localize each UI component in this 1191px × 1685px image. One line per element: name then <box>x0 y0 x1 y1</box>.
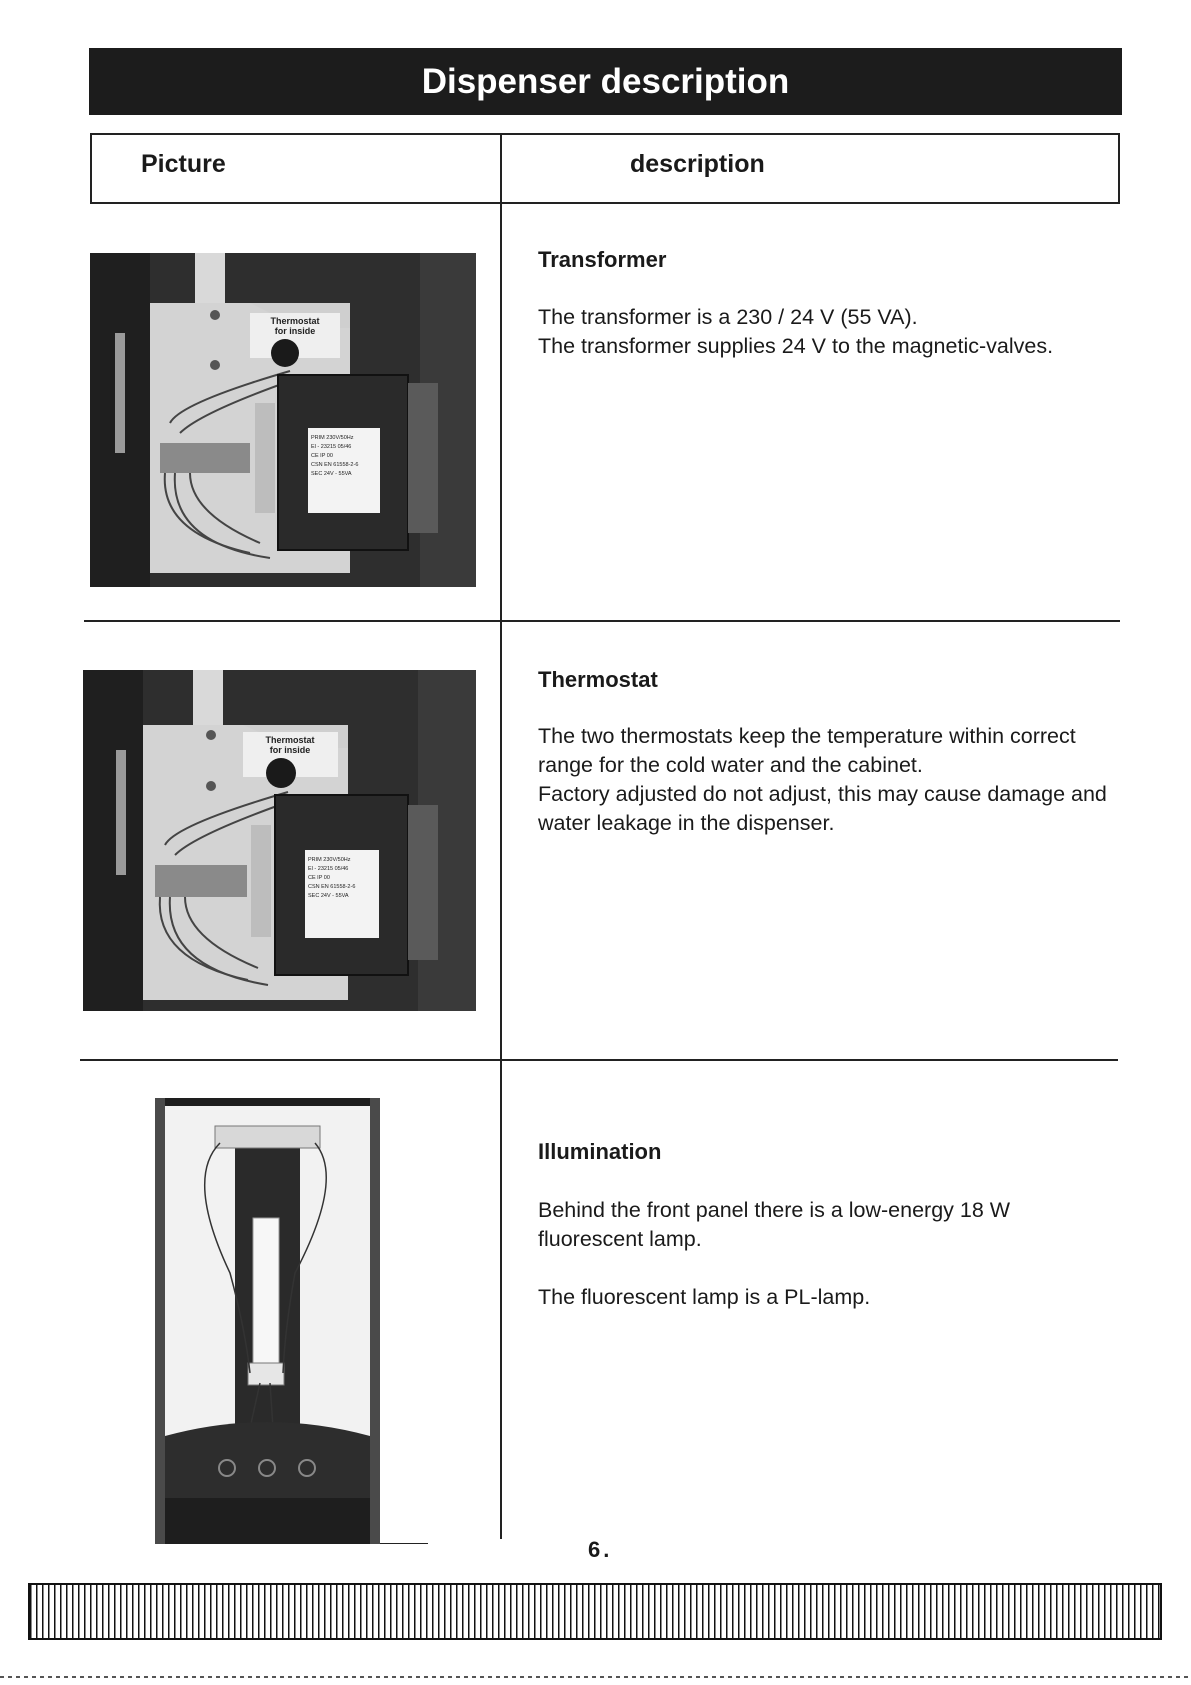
transformer-photo <box>90 253 476 587</box>
section-title-illumination: Illumination <box>538 1139 662 1164</box>
thermostat-label: Thermostat for inside <box>270 316 320 336</box>
illumination-photo <box>155 1098 380 1544</box>
thermostat-label: Thermostat for inside <box>265 735 315 755</box>
row-separator <box>80 1059 1118 1061</box>
section-title-thermostat: Thermostat <box>538 667 658 692</box>
table-header <box>90 133 1120 204</box>
bottom-dashed-line <box>0 1676 1191 1678</box>
transformer-label: PRIM 230V/50Hz El - 23215 05/46 CE IP 00 CSN EN 61558-2-6 SEC 24V - 55VA <box>308 857 356 899</box>
footer-stripe-bar <box>28 1583 1162 1640</box>
column-divider <box>500 133 502 1539</box>
section-title-transformer: Transformer <box>538 247 667 272</box>
thermostat-photo <box>83 670 476 1011</box>
illumination-description: Behind the front panel there is a low-energy 18 W fluorescent lamp. The fluorescent lamp is a PL-lamp. <box>538 1198 1011 1309</box>
page-title: Dispenser description <box>421 62 790 101</box>
page-number: 6. <box>588 1537 613 1562</box>
transformer-label: PRIM 230V/50Hz El - 23215 05/46 CE IP 00 CSN EN 61558-2-6 SEC 24V - 55VA <box>311 435 359 477</box>
header-picture: Picture <box>141 150 226 178</box>
row-separator <box>84 620 1120 622</box>
transformer-description: The transformer is a 230 / 24 V (55 VA). The transformer supplies 24 V to the magnetic-valves. <box>538 305 1054 358</box>
header-description: description <box>630 150 765 178</box>
thermostat-description: The two thermostats keep the temperature within correct range for the cold water and the cabinet. Factory adjusted do not adjust, this may cause damage and water leakage in the dispenser. <box>538 724 1107 835</box>
